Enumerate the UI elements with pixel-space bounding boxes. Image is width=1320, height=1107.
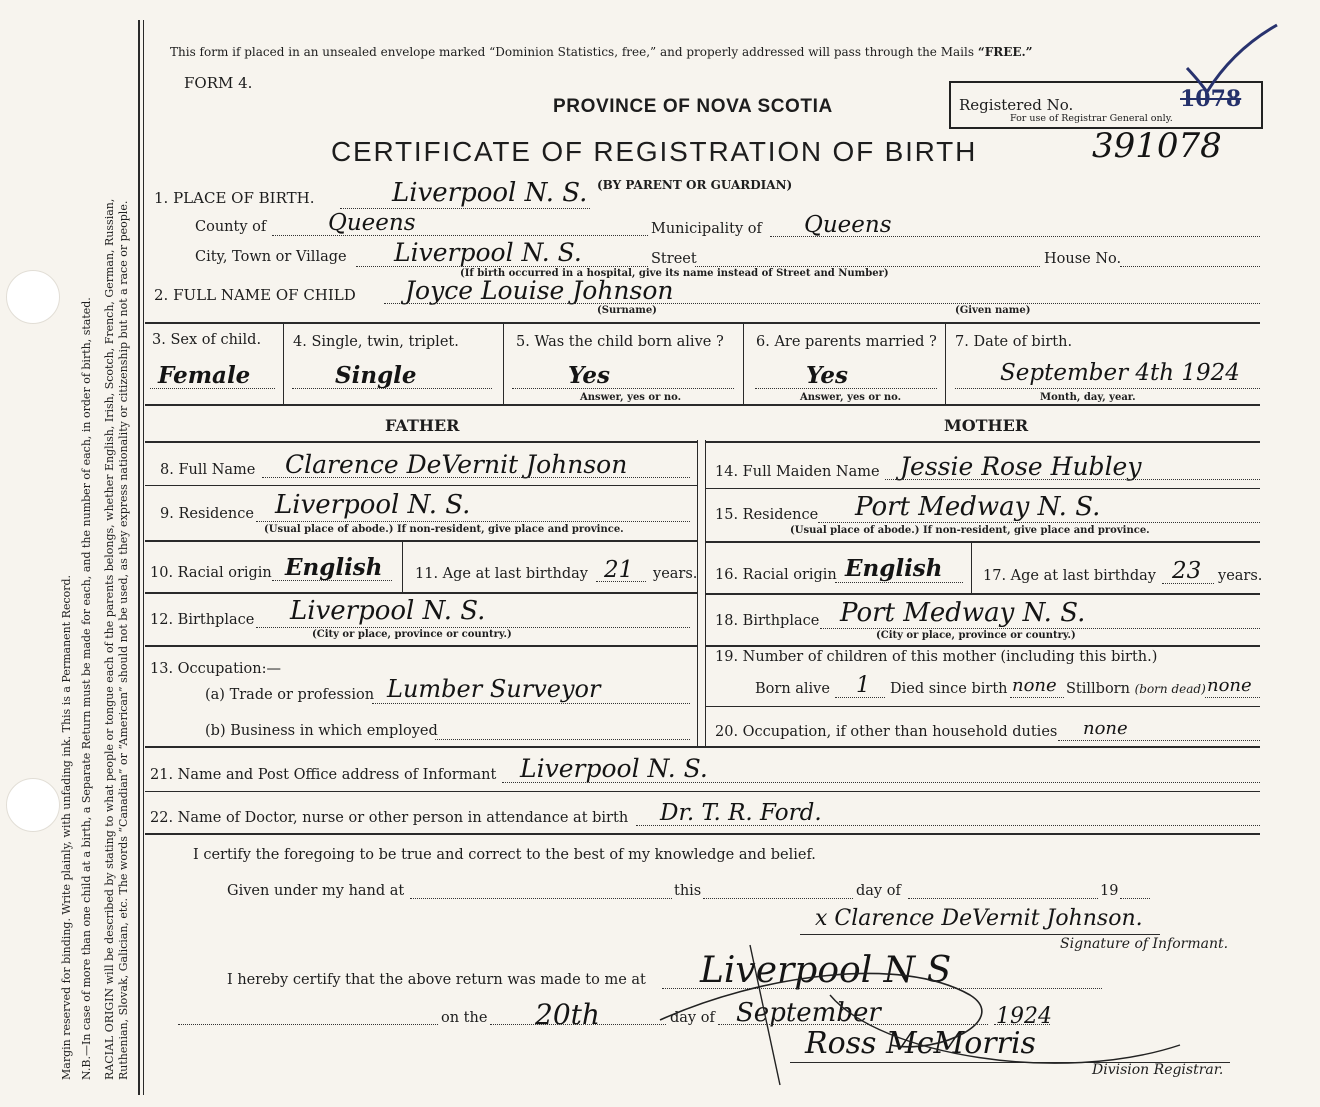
margin-instruction-1: Margin reserved for binding. Write plainly, with unfading ink. This is a Permanent Record. [60, 574, 73, 1080]
single-twin-value: Single [335, 362, 417, 389]
signature-flourish-icon [640, 935, 1200, 1095]
mother-birthplace-value: Port Medway N. S. [840, 598, 1086, 628]
father-residence-value: Liverpool N. S. [275, 490, 471, 520]
margin-instruction-3: RACIAL ORIGIN will be described by stating to what people or tongue each of the parents belongs, whether English, Irish, Scotch, French, German, Russian, [103, 198, 116, 1080]
divider-4-5 [503, 324, 504, 404]
year-value: 1924 [996, 1004, 1052, 1029]
father-birthplace-note: (City or place, province or country.) [312, 629, 512, 640]
rule-after-name [145, 485, 697, 486]
mother-name-value: Jessie Rose Hubley [900, 452, 1142, 481]
stillborn-line [1205, 697, 1260, 698]
rule-after-name-m [706, 488, 1260, 489]
house-no-label: House No. [1044, 251, 1122, 267]
division-registrar-label: Division Registrar. [1092, 1062, 1224, 1078]
municipality-label: Municipality of [651, 221, 762, 237]
father-name-label: 8. Full Name [160, 462, 256, 478]
margin-rule-inner [143, 20, 144, 1095]
margin-instruction-2: N.B.—In case of more than one child at a birth, a Separate Return must be made for each, and the number of each, in order of birth, stated. [80, 297, 93, 1080]
mother-age-line [1162, 583, 1214, 584]
given-place-line [410, 898, 672, 899]
rule-after-racial-m [706, 593, 1260, 595]
rule-after-occupation [145, 746, 1260, 748]
year-prefix-label: 19 [1100, 883, 1119, 899]
mother-name-line [885, 479, 1260, 480]
informant-value: Liverpool N. S. [520, 754, 708, 783]
born-alive-note: Answer, yes or no. [580, 392, 682, 403]
father-residence-line [256, 521, 690, 522]
postal-note-free: “FREE.” [977, 45, 1033, 59]
day-of-label-2: day of [670, 1010, 715, 1026]
divider-5-6 [743, 324, 744, 404]
doctor-label: 22. Name of Doctor, nurse or other person in attendance at birth [150, 810, 629, 826]
informant-signature-label: Signature of Informant. [1060, 936, 1229, 952]
surname-note: (Surname) [597, 305, 657, 316]
mother-racial-value: English [845, 555, 943, 582]
on-the-pre-line [178, 1024, 438, 1025]
rule-after-racial [145, 592, 697, 594]
father-name-value: Clarence DeVernit Johnson [285, 450, 628, 479]
province-heading: PROVINCE OF NOVA SCOTIA [553, 96, 833, 117]
place-of-birth-line [340, 208, 590, 209]
house-no-line [1120, 266, 1260, 267]
rule-after-residence [145, 540, 697, 542]
city-value: Liverpool N. S. [394, 238, 582, 267]
on-the-value: 20th [535, 998, 600, 1031]
doctor-value: Dr. T. R. Ford. [660, 800, 822, 826]
mother-age-value: 23 [1172, 558, 1202, 584]
father-residence-label: 9. Residence [160, 506, 254, 522]
mother-years-label: years. [1218, 568, 1263, 584]
registrar-note: For use of Registrar General only. [1010, 113, 1173, 124]
stillborn-note: (born dead) [1134, 682, 1206, 696]
given-under-hand-label: Given under my hand at [227, 883, 405, 899]
registrar-signature: Ross McMorris [805, 1026, 1036, 1061]
mother-age-label: 17. Age at last birthday [983, 568, 1156, 584]
married-note: Answer, yes or no. [800, 392, 902, 403]
born-alive-label: 5. Was the child born alive ? [516, 334, 724, 350]
child-name-line [384, 303, 1260, 304]
rule-after-doctor [145, 833, 1260, 835]
father-birthplace-line [256, 627, 690, 628]
father-years-label: years. [653, 566, 698, 582]
rule-after-children-m [706, 706, 1260, 707]
binding-hole-top [6, 270, 60, 324]
rule-under-name [145, 322, 1260, 324]
father-age-line [596, 581, 646, 582]
rule-parents-heading [145, 441, 697, 443]
sex-value: Female [158, 362, 251, 389]
handwritten-reg-number: 391078 [1092, 126, 1222, 166]
divider-3-4 [283, 324, 284, 404]
month-value: September [736, 998, 881, 1028]
stillborn-label [1066, 681, 1206, 697]
registered-no-value: 1078 [1180, 86, 1242, 112]
died-since-birth-label: Died since birth [890, 681, 1008, 697]
born-alive-count-line [835, 697, 885, 698]
mother-residence-note: (Usual place of abode.) If non-resident, give place and province. [790, 525, 1150, 536]
stillborn-value: none [1207, 675, 1252, 696]
mother-occupation-line [1058, 740, 1260, 741]
rule-after-residence-m [706, 541, 1260, 543]
mother-racial-line [835, 582, 963, 583]
mother-birthplace-note: (City or place, province or country.) [876, 630, 1076, 641]
this-label: this [674, 883, 702, 899]
municipality-value: Queens [804, 212, 892, 238]
father-birthplace-label: 12. Birthplace [150, 612, 255, 628]
year-line [1120, 898, 1150, 899]
mother-residence-label: 15. Residence [715, 507, 819, 523]
single-twin-line [292, 388, 492, 389]
informant-signature: x Clarence DeVernit Johnson. [815, 906, 1143, 931]
form-number: FORM 4. [184, 74, 253, 92]
father-racial-label: 10. Racial origin [150, 565, 272, 581]
died-since-birth-value: none [1012, 675, 1057, 696]
by-parent-note: (BY PARENT OR GUARDIAN) [597, 178, 793, 192]
father-racial-value: English [285, 554, 383, 581]
rule-parents-heading-m [706, 441, 1260, 443]
mother-occupation-label: 20. Occupation, if other than household duties [715, 724, 1058, 740]
rule-after-birthplace [145, 645, 697, 647]
given-name-note: (Given name) [955, 305, 1031, 316]
dob-value: September 4th 1924 [1000, 360, 1240, 386]
father-age-label: 11. Age at last birthday [415, 566, 588, 582]
father-racial-line [272, 580, 392, 581]
page-title: CERTIFICATE OF REGISTRATION OF BIRTH [331, 136, 978, 167]
single-twin-label: 4. Single, twin, triplet. [293, 334, 459, 350]
business-label: (b) Business in which employed [205, 723, 438, 739]
margin-rule [138, 20, 140, 1095]
child-name-label: 2. FULL NAME OF CHILD [154, 286, 356, 304]
father-heading: FATHER [385, 416, 460, 435]
married-line [755, 388, 937, 389]
municipality-line [770, 236, 1260, 237]
informant-line [502, 782, 1260, 783]
street-label: Street [651, 251, 697, 267]
died-since-birth-line [1010, 697, 1064, 698]
trade-line [372, 703, 690, 704]
rule-after-birthplace-m [706, 645, 1260, 647]
born-alive-value: Yes [568, 362, 611, 389]
divider-6-7 [945, 324, 946, 404]
day-of-line [908, 898, 1098, 899]
on-the-label: on the [441, 1010, 488, 1026]
business-line [435, 739, 690, 740]
place-of-birth-label: 1. PLACE OF BIRTH. [154, 189, 315, 207]
county-value: Queens [328, 210, 416, 236]
registrar-certify-text: I hereby certify that the above return was made to me at [227, 972, 646, 988]
born-alive-count-value: 1 [856, 673, 870, 698]
children-count-label: 19. Number of children of this mother (including this birth.) [715, 649, 1158, 665]
county-line [272, 235, 648, 236]
rule-after-informant [145, 791, 1260, 792]
father-occupation-label: 13. Occupation:— [150, 661, 281, 677]
checkmark-icon [1185, 20, 1280, 95]
margin-instruction-4: Ruthenian, Slovak, Galician, etc. The words “Canadian” or “American” should not be used, as they express nationality or citizenship but not a race or people. [117, 200, 130, 1080]
parent-divider-left [697, 440, 698, 746]
mother-birthplace-line [820, 628, 1260, 629]
mother-heading: MOTHER [944, 416, 1029, 435]
mother-residence-value: Port Medway N. S. [855, 492, 1101, 522]
hospital-note: (If birth occurred in a hospital, give its name instead of Street and Number) [460, 268, 889, 279]
city-line [356, 266, 648, 267]
child-name-value: Joyce Louise Johnson [405, 276, 674, 305]
postal-note-text: This form if placed in an unsealed envelope marked “Dominion Statistics, free,” and properly addressed will pass through the Mails [170, 45, 978, 59]
stillborn-label-text: Stillborn [1066, 681, 1130, 697]
mother-birthplace-label: 18. Birthplace [715, 613, 820, 629]
city-label: City, Town or Village [195, 249, 347, 265]
rule-above-parents [145, 404, 1260, 406]
mother-name-label: 14. Full Maiden Name [715, 464, 880, 480]
county-label: County of [195, 219, 267, 235]
father-residence-note: (Usual place of abode.) If non-resident, give place and province. [264, 524, 624, 535]
registered-no-label: Registered No. [959, 96, 1074, 114]
registrar-place-value: Liverpool N S [700, 950, 952, 991]
trade-label: (a) Trade or profession [205, 687, 375, 703]
dob-line [955, 388, 1260, 389]
racial-age-divider-m [971, 543, 972, 593]
street-line [695, 266, 1040, 267]
dob-label: 7. Date of birth. [955, 334, 1073, 350]
doctor-line [636, 825, 1260, 826]
mother-racial-label: 16. Racial origin [715, 567, 837, 583]
mother-occupation-value: none [1083, 718, 1128, 739]
born-alive-count-label: Born alive [755, 681, 830, 697]
married-value: Yes [806, 362, 849, 389]
dob-note: Month, day, year. [1040, 392, 1136, 403]
sex-line [150, 388, 275, 389]
this-day-line [703, 898, 853, 899]
certify-text: I certify the foregoing to be true and correct to the best of my knowledge and belief. [193, 847, 816, 863]
place-of-birth-value: Liverpool N. S. [392, 178, 588, 208]
mother-residence-line [818, 522, 1260, 523]
postal-note [170, 45, 1033, 59]
father-age-value: 21 [604, 557, 634, 583]
sex-label: 3. Sex of child. [152, 332, 262, 348]
day-of-label: day of [856, 883, 901, 899]
married-label: 6. Are parents married ? [756, 334, 937, 350]
father-birthplace-value: Liverpool N. S. [290, 596, 486, 626]
trade-value: Lumber Surveyor [387, 675, 601, 703]
informant-label: 21. Name and Post Office address of Informant [150, 767, 497, 783]
born-alive-line [512, 388, 734, 389]
binding-hole-bottom [6, 778, 60, 832]
racial-age-divider [402, 542, 403, 592]
father-name-line [262, 477, 690, 478]
